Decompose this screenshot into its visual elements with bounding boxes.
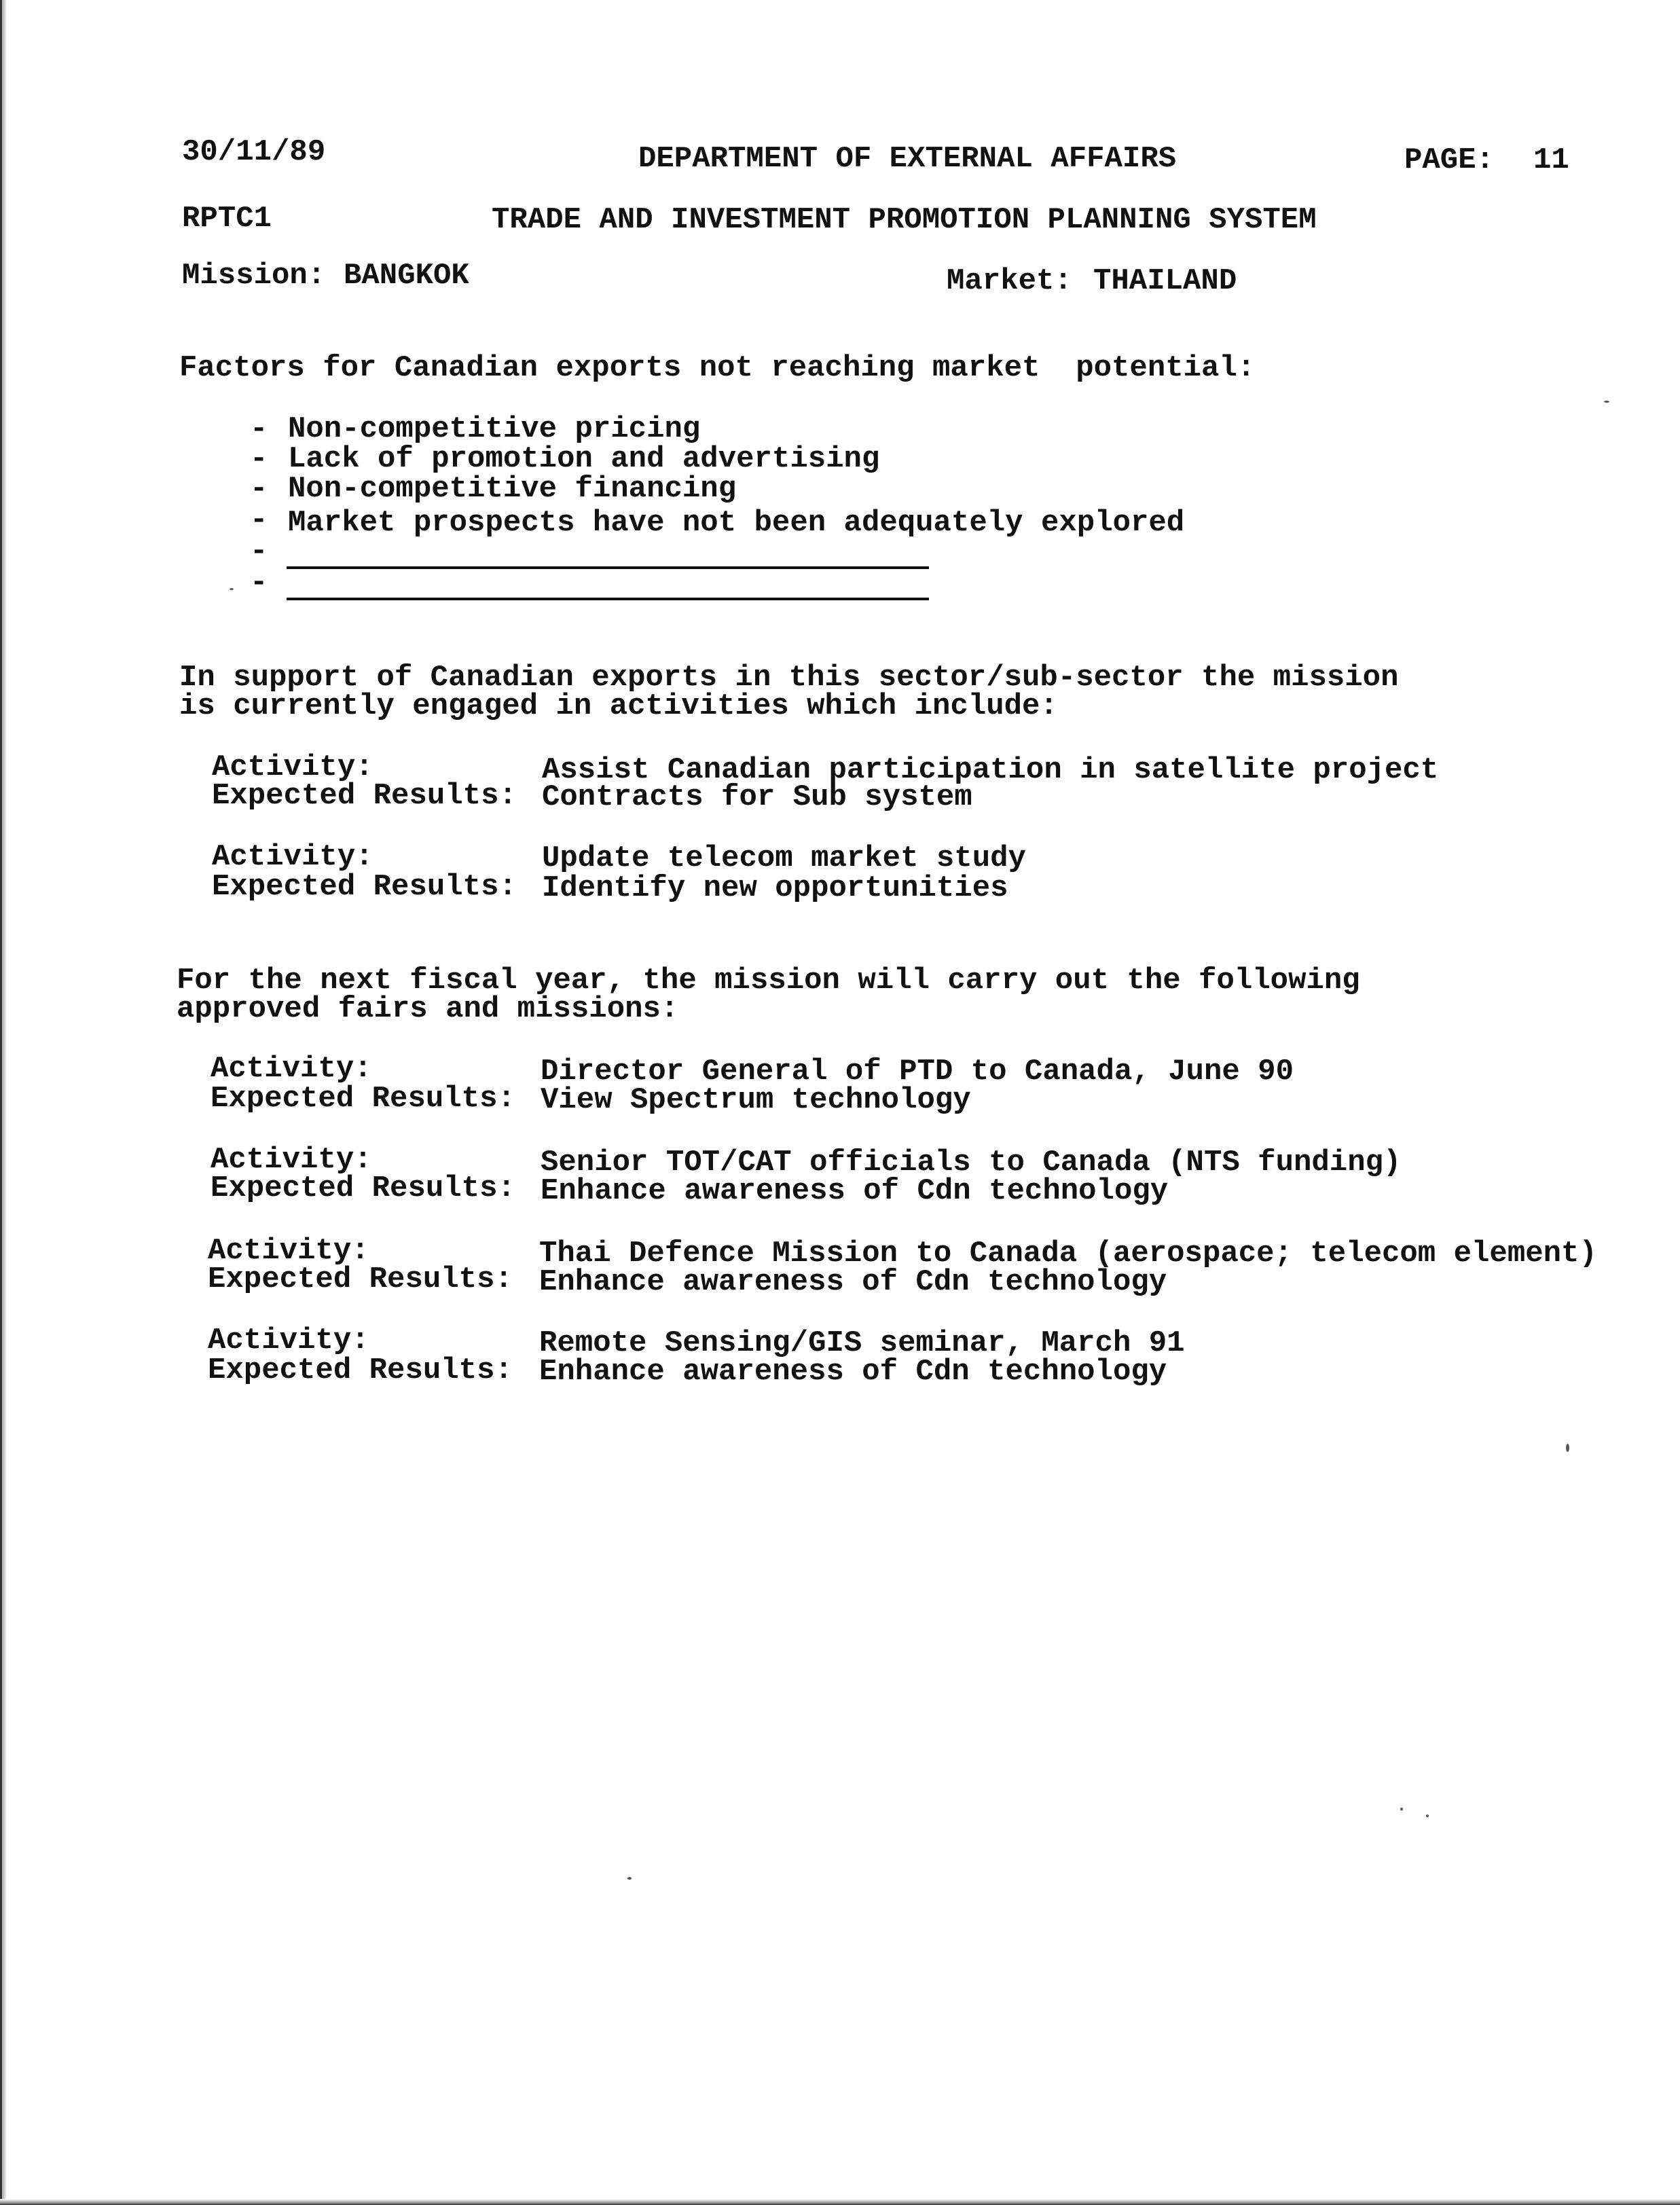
activity-value: Update telecom market study <box>542 841 1026 875</box>
scan-speck <box>1566 1444 1569 1452</box>
activity-label: Activity: <box>208 1324 369 1357</box>
factor-item: Non-competitive financing <box>288 472 737 506</box>
results-label: Expected Results: <box>211 1082 515 1116</box>
mission-value: BANGKOK <box>344 259 469 293</box>
results-label: Expected Results: <box>211 1171 515 1205</box>
support-intro-line: is currently engaged in activities which include: <box>179 689 1058 723</box>
results-value: Enhance awareness of Cdn technology <box>539 1265 1167 1299</box>
scan-speck <box>230 588 234 590</box>
scan-speck <box>1426 1815 1429 1817</box>
results-label: Expected Results: <box>208 1353 513 1387</box>
activity-value: Senior TOT/CAT officials to Canada (NTS funding) <box>541 1146 1402 1180</box>
report-date: 30/11/89 <box>182 135 326 169</box>
results-value: Identify new opportunities <box>542 871 1008 905</box>
scan-speck <box>627 1877 632 1880</box>
factor-bullet: - <box>250 442 268 476</box>
factor-bullet-blank: - <box>250 566 268 600</box>
factor-item: Market prospects have not been adequately explored <box>288 506 1185 540</box>
results-value: Enhance awareness of Cdn technology <box>541 1174 1169 1208</box>
activity-label: Activity: <box>211 1143 372 1177</box>
factor-bullet-blank: - <box>250 534 268 568</box>
activity-label: Activity: <box>208 1234 369 1268</box>
results-label: Expected Results: <box>212 870 517 904</box>
results-label: Expected Results: <box>212 779 517 813</box>
support-intro-line: In support of Canadian exports in this sector/sub-sector the mission <box>179 661 1399 695</box>
page-number: 11 <box>1533 143 1569 177</box>
results-value: View Spectrum technology <box>541 1083 971 1117</box>
system-title: TRADE AND INVESTMENT PROMOTION PLANNING SYSTEM <box>492 203 1317 237</box>
factor-item: Lack of promotion and advertising <box>288 442 880 476</box>
activity-value: Director General of PTD to Canada, June 90 <box>541 1055 1294 1089</box>
activity-value: Remote Sensing/GIS seminar, March 91 <box>539 1326 1185 1360</box>
department-name: DEPARTMENT OF EXTERNAL AFFAIRS <box>638 142 1177 176</box>
mission-label: Mission: <box>182 259 326 293</box>
market-value: THAILAND <box>1093 264 1237 298</box>
market-label: Market: <box>947 264 1072 298</box>
factor-bullet: - <box>250 503 268 537</box>
scan-speck <box>1400 1808 1403 1810</box>
factor-bullet: - <box>250 472 268 506</box>
next-year-intro-line: approved fairs and missions: <box>177 992 679 1026</box>
blank-entry-line <box>287 566 929 569</box>
activity-label: Activity: <box>212 840 373 874</box>
blank-entry-line <box>287 598 929 600</box>
scan-speck <box>1604 401 1609 403</box>
factor-bullet: - <box>250 412 268 446</box>
page-bottom-edge <box>0 2199 1680 2205</box>
activity-value: Assist Canadian participation in satellite project <box>542 753 1439 787</box>
next-year-intro-line: For the next fiscal year, the mission will carry out the following <box>177 964 1360 998</box>
results-value: Contracts for Sub system <box>542 780 972 814</box>
report-code: RPTC1 <box>182 202 272 236</box>
activity-label: Activity: <box>212 750 373 784</box>
factor-item: Non-competitive pricing <box>288 412 701 446</box>
activity-value: Thai Defence Mission to Canada (aerospace; telecom element) <box>539 1237 1597 1271</box>
results-label: Expected Results: <box>208 1262 513 1296</box>
page-left-edge <box>0 0 7 2205</box>
page-label: PAGE: <box>1404 143 1495 177</box>
results-value: Enhance awareness of Cdn technology <box>539 1355 1167 1389</box>
activity-label: Activity: <box>211 1052 372 1086</box>
factors-heading: Factors for Canadian exports not reaching market potential: <box>179 351 1256 385</box>
